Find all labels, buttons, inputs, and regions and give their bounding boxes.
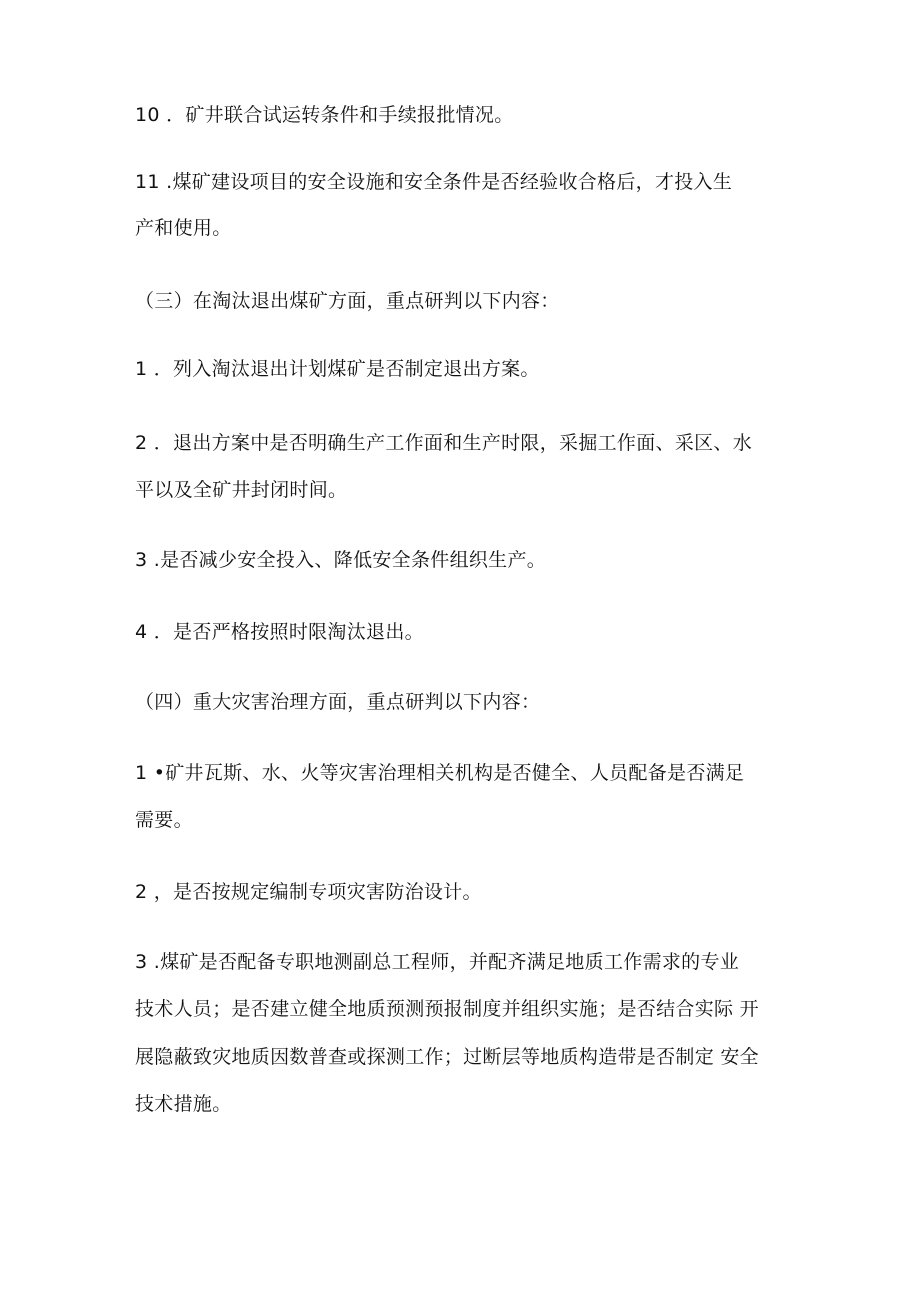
- paragraph-item-2-line2: 平以及全矿井封闭时间。: [135, 479, 348, 501]
- paragraph-hazard-3-line3: 展隐蔽致灾地质因数普查或探测工作；过断层等地质构造带是否制定 安全: [135, 1046, 759, 1068]
- paragraph-hazard-3-line2: 技术人员；是否建立健全地质预测预报制度并组织实施；是否结合实际 开: [135, 998, 759, 1020]
- paragraph-item-10: 10 ．矿井联合试运转条件和手续报批情况。: [135, 104, 514, 126]
- paragraph-hazard-3-line4: 技术措施。: [135, 1093, 232, 1115]
- paragraph-hazard-1-line2: 需要。: [135, 809, 193, 831]
- section-heading-4: （四）重大灾害治理方面，重点研判以下内容：: [135, 691, 541, 713]
- paragraph-item-1: 1 ．列入淘汰退出计划煤矿是否制定退出方案。: [135, 358, 540, 380]
- paragraph-item-11-line1: 11 .煤矿建设项目的安全设施和安全条件是否经验收合格后，才投入生: [135, 171, 733, 193]
- paragraph-hazard-1-line1: 1 •矿井瓦斯、水、火等灾害治理相关机构是否健全、人员配备是否满足: [135, 762, 745, 784]
- paragraph-item-2-line1: 2 ．退出方案中是否明确生产工作面和生产时限，采掘工作面、采区、水: [135, 432, 753, 454]
- paragraph-hazard-3-line1: 3 .煤矿是否配备专职地测副总工程师，并配齐满足地质工作需求的专业: [135, 951, 740, 973]
- paragraph-hazard-2: 2 ，是否按规定编制专项灾害防治设计。: [135, 881, 482, 903]
- paragraph-item-4: 4 ．是否严格按照时限淘汰退出。: [135, 621, 424, 643]
- section-heading-3: （三）在淘汰退出煤矿方面，重点研判以下内容：: [135, 290, 560, 312]
- paragraph-item-11-line2: 产和使用。: [135, 217, 232, 239]
- paragraph-item-3: 3 .是否减少安全投入、降低安全条件组织生产。: [135, 549, 547, 571]
